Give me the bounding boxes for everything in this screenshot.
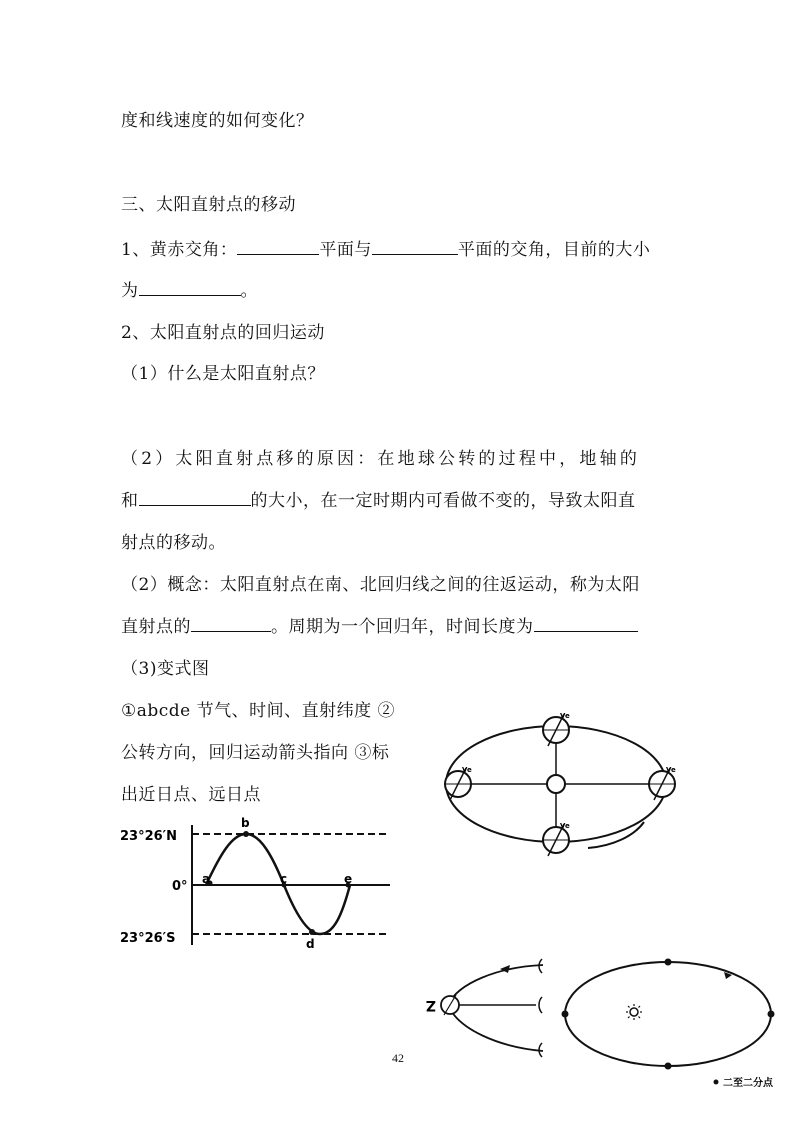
label-23N: 23°26′N xyxy=(120,829,177,844)
blank-1[interactable] xyxy=(237,237,319,255)
cut-mark-middle xyxy=(539,997,542,1013)
item-1-line xyxy=(121,235,650,260)
question-3-text-b: 直射点的 xyxy=(121,617,191,637)
orbit-arc-lower xyxy=(448,1005,543,1051)
earth-mark-top: Ve xyxy=(560,712,570,720)
item-1-text-c: 平面的交角，目前的大小 xyxy=(457,240,651,260)
blank-2[interactable] xyxy=(372,237,458,255)
question-2-text-b: 和 xyxy=(121,491,139,511)
section-heading-3: 三、太阳直射点的移动 xyxy=(121,195,296,215)
latitude-graph xyxy=(120,815,400,955)
label-b: b xyxy=(241,816,250,830)
earth-bottom-icon xyxy=(543,822,570,856)
point-d xyxy=(309,929,315,935)
orbit-ellipse-2 xyxy=(565,962,771,1066)
question-1: （1）什么是太阳直射点？ xyxy=(121,364,325,384)
blank-5[interactable] xyxy=(191,614,271,632)
blank-4[interactable] xyxy=(139,488,251,506)
item-1-line-2 xyxy=(121,276,258,301)
label-e: e xyxy=(344,872,353,886)
legend-dot xyxy=(714,1080,719,1085)
item-1-text-d: 为 xyxy=(121,281,139,301)
question-4: （3)变式图 xyxy=(121,659,210,679)
point-left xyxy=(562,1011,569,1018)
partial-orbit-diagram xyxy=(418,955,558,1065)
blank-6[interactable] xyxy=(534,614,638,632)
label-23S: 23°26′S xyxy=(120,931,176,946)
label-z: Z xyxy=(425,997,436,1013)
question-3-text-c: 。周期为一个回归年，时间长度为 xyxy=(271,617,534,637)
question-2-line-1: （2）太阳直射点移的原因：在地球公转的过程中，地轴的 xyxy=(121,449,641,469)
sun-icon xyxy=(547,775,565,793)
question-2-line-3: 射点的移动。 xyxy=(121,533,226,553)
question-2-line-2 xyxy=(121,486,636,511)
question-3-line-1: （2）概念：太阳直射点在南、北回归线之间的往返运动，称为太阳 xyxy=(121,575,640,595)
legend-label: 二至二分点 xyxy=(723,1078,773,1089)
item-1-label: 1、黄赤交角： xyxy=(121,240,238,260)
question-2-text-c: 的大小，在一定时期内可看做不变的，导致太阳直 xyxy=(250,491,636,511)
earth-right-icon xyxy=(649,766,676,800)
item-2-heading: 2、太阳直射点的回归运动 xyxy=(121,323,325,343)
task-line-3: 出近日点、远日点 xyxy=(121,785,261,805)
label-a: a xyxy=(202,872,211,886)
orbit-diagram xyxy=(438,712,688,862)
text-line-1: 度和线速度的如何变化？ xyxy=(121,111,314,131)
earth-top-icon xyxy=(543,712,570,746)
blank-3[interactable] xyxy=(139,278,241,296)
item-1-text-e: 。 xyxy=(240,281,258,301)
question-3-line-2 xyxy=(121,612,638,637)
point-top xyxy=(665,959,672,966)
task-line-1: ①abcde 节气、时间、直射纬度 ② xyxy=(121,701,396,721)
label-0: 0° xyxy=(172,879,188,894)
earth-mark-bottom: Ve xyxy=(560,822,570,830)
task-line-2: 公转方向，回归运动箭头指向 ③标 xyxy=(121,743,390,763)
orbit-arc-upper xyxy=(448,965,543,1005)
label-d: d xyxy=(306,937,315,951)
earth-mark-left: Ve xyxy=(462,766,472,774)
label-c: c xyxy=(280,872,288,886)
point-right xyxy=(768,1011,775,1018)
item-1-text-b: 平面与 xyxy=(319,240,372,260)
point-bottom xyxy=(665,1063,672,1070)
solstice-orbit-diagram xyxy=(560,958,790,1090)
earth-mark-right: Ve xyxy=(666,766,676,774)
page-number: 42 xyxy=(392,1051,404,1065)
orbit-motion-arc xyxy=(588,822,644,848)
sun-icon-2 xyxy=(626,1004,642,1020)
point-b xyxy=(243,831,249,837)
